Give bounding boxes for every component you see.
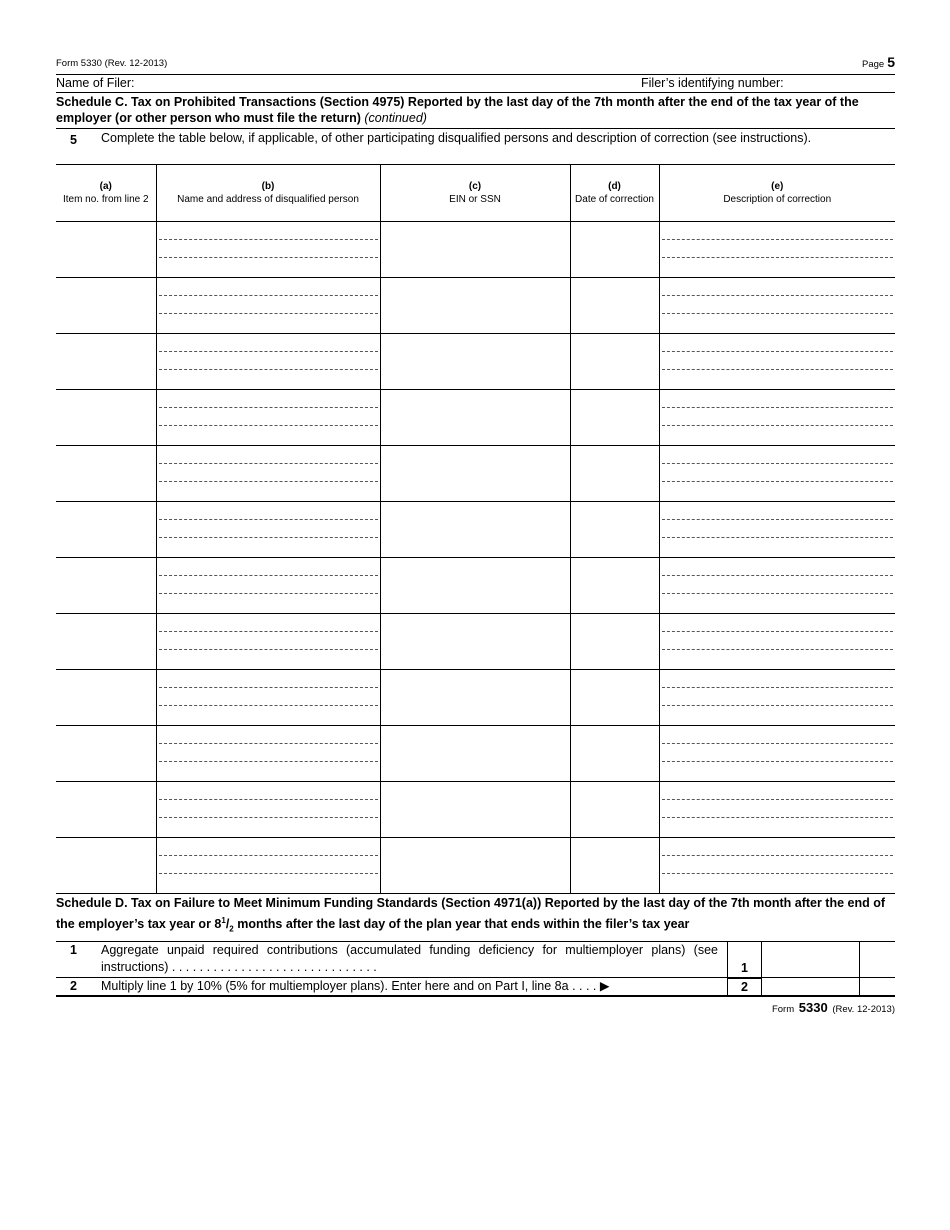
dotted-entry-lines (157, 334, 380, 389)
dotted-line (662, 295, 894, 296)
dotted-line (662, 593, 894, 594)
column-b-letter: (b) (261, 180, 275, 192)
schedule-c-title-text: Schedule C. Tax on Prohibited Transactions (Section 4975) Reported by the last day of the 7th month after the end of the tax year of the employer (or other person who must file the return) (56, 95, 859, 125)
ein-ssn-cell[interactable] (380, 669, 570, 725)
dotted-line (662, 257, 894, 258)
name-address-cell[interactable] (156, 501, 380, 557)
table-row (56, 277, 895, 333)
footer-form-word: Form (771, 1004, 795, 1016)
dotted-entry-lines (660, 614, 896, 669)
table-row (56, 445, 895, 501)
dotted-line (662, 799, 894, 800)
dotted-entry-lines (157, 502, 380, 557)
table-header-row (56, 165, 895, 221)
dotted-line (662, 313, 894, 314)
item-no-cell[interactable] (56, 557, 156, 613)
ein-ssn-cell[interactable] (380, 557, 570, 613)
item-no-cell[interactable] (56, 221, 156, 277)
dotted-line (662, 369, 894, 370)
column-e-letter: (e) (771, 180, 784, 192)
ein-ssn-cell[interactable] (380, 781, 570, 837)
dotted-line (159, 705, 378, 706)
column-d-letter: (d) (608, 180, 621, 192)
dotted-entry-lines (157, 222, 380, 277)
footer-form-reference (772, 1000, 895, 1015)
column-header-a (56, 165, 156, 221)
dotted-line (662, 649, 894, 650)
item-no-cell[interactable] (56, 445, 156, 501)
column-c-label: EIN or SSN (449, 193, 501, 205)
table-row (56, 669, 895, 725)
item-no-cell[interactable] (56, 669, 156, 725)
item-no-cell[interactable] (56, 837, 156, 893)
dotted-line (662, 761, 894, 762)
table-row (56, 557, 895, 613)
name-of-filer-field[interactable]: Name of Filer: (56, 76, 135, 90)
dotted-entry-lines (660, 782, 896, 837)
dotted-line (159, 743, 378, 744)
ein-ssn-cell[interactable] (380, 333, 570, 389)
dotted-line (159, 425, 378, 426)
schedule-c-title (56, 93, 895, 129)
line-2-box-number: 2 (727, 978, 761, 995)
dotted-line (662, 705, 894, 706)
name-address-cell[interactable] (156, 277, 380, 333)
date-of-correction-cell[interactable] (570, 277, 659, 333)
page-number-value: 5 (887, 54, 895, 70)
name-address-cell[interactable] (156, 613, 380, 669)
line-1-leader: . . . . . . . . . . . . . . . . . . . . . . . . . . . . . . (171, 960, 377, 975)
date-of-correction-cell[interactable] (570, 333, 659, 389)
line-2-text (101, 978, 718, 995)
dotted-line (662, 631, 894, 632)
name-address-cell[interactable] (156, 445, 380, 501)
form-page (56, 52, 895, 1017)
column-d-label: Date of correction (575, 193, 654, 205)
dotted-line (159, 687, 378, 688)
dotted-entry-lines (660, 390, 896, 445)
filer-info-row (56, 74, 895, 93)
page-number (862, 54, 895, 70)
table-row (56, 333, 895, 389)
description-cell[interactable] (659, 837, 895, 893)
line-1-box-number: 1 (727, 942, 761, 977)
dotted-line (662, 873, 894, 874)
schedule-c-continued: (continued) (364, 111, 427, 125)
item-no-cell[interactable] (56, 725, 156, 781)
line-5-instruction (56, 129, 895, 165)
name-address-cell[interactable] (156, 725, 380, 781)
table-row (56, 725, 895, 781)
line-5-text: Complete the table below, if applicable, of other participating disqualified persons and description of correction (see instructions). (101, 131, 812, 145)
dotted-line (159, 537, 378, 538)
description-cell[interactable] (659, 669, 895, 725)
dotted-line (662, 239, 894, 240)
dotted-line (662, 817, 894, 818)
ein-ssn-cell[interactable] (380, 445, 570, 501)
ein-ssn-cell[interactable] (380, 725, 570, 781)
item-no-cell[interactable] (56, 781, 156, 837)
dotted-line (159, 817, 378, 818)
dotted-line (159, 593, 378, 594)
dotted-line (662, 425, 894, 426)
dotted-entry-lines (660, 334, 896, 389)
disqualified-persons-table (56, 165, 895, 894)
column-a-label: Item no. from line 2 (62, 193, 149, 205)
dotted-entry-lines (660, 446, 896, 501)
form-footer (56, 997, 895, 1017)
table-row (56, 613, 895, 669)
dotted-line (662, 463, 894, 464)
description-cell[interactable] (659, 389, 895, 445)
dotted-entry-lines (157, 726, 380, 781)
dotted-line (159, 369, 378, 370)
line-1-number: 1 (70, 943, 77, 958)
form-header (56, 52, 895, 74)
column-c-letter: (c) (468, 180, 482, 192)
description-cell[interactable] (659, 501, 895, 557)
dotted-line (159, 295, 378, 296)
schedule-d-title-text-end: months after the last day of the plan year that ends within the filer’s tax year (233, 916, 690, 931)
footer-revision: (Rev. 12-2013) (832, 1004, 895, 1016)
dotted-entry-lines (660, 502, 896, 557)
date-of-correction-cell[interactable] (570, 837, 659, 893)
dotted-line (159, 351, 378, 352)
dotted-entry-lines (157, 390, 380, 445)
table-row (56, 837, 895, 893)
column-e-label: Description of correction (723, 193, 832, 205)
line-5-number: 5 (70, 133, 77, 147)
dotted-line (159, 407, 378, 408)
line-1-amount-field[interactable] (761, 942, 859, 977)
dotted-line (159, 799, 378, 800)
date-of-correction-cell[interactable] (570, 781, 659, 837)
item-no-cell[interactable] (56, 333, 156, 389)
line-2-cents-field[interactable] (859, 978, 895, 995)
page-label: Page (862, 59, 885, 70)
schedule-d-line-2 (56, 978, 895, 997)
table-body (56, 221, 895, 893)
dotted-line (159, 575, 378, 576)
dotted-entry-lines (157, 558, 380, 613)
line-2-leader: . . . . ▶ (572, 979, 610, 994)
table-row (56, 221, 895, 277)
dotted-entry-lines (660, 278, 896, 333)
dotted-line (662, 537, 894, 538)
dotted-line (662, 351, 894, 352)
dotted-line (662, 687, 894, 688)
name-address-cell[interactable] (156, 557, 380, 613)
column-header-c (380, 165, 570, 221)
date-of-correction-cell[interactable] (570, 557, 659, 613)
column-a-letter: (a) (99, 180, 112, 192)
description-cell[interactable] (659, 445, 895, 501)
date-of-correction-cell[interactable] (570, 501, 659, 557)
column-header-b (156, 165, 380, 221)
ein-ssn-cell[interactable] (380, 277, 570, 333)
date-of-correction-cell[interactable] (570, 445, 659, 501)
filer-id-field[interactable]: Filer’s identifying number: (641, 76, 784, 90)
fraction-numerator: 1 (221, 915, 226, 925)
dotted-line (662, 519, 894, 520)
schedule-d-line-1 (56, 942, 895, 978)
dotted-entry-lines (157, 614, 380, 669)
line-2-amount-field[interactable] (761, 978, 859, 995)
ein-ssn-cell[interactable] (380, 501, 570, 557)
dotted-line (662, 743, 894, 744)
name-address-cell[interactable] (156, 333, 380, 389)
dotted-line (159, 313, 378, 314)
ein-ssn-cell[interactable] (380, 389, 570, 445)
dotted-line (662, 407, 894, 408)
dotted-line (159, 239, 378, 240)
dotted-line (159, 463, 378, 464)
table-row (56, 389, 895, 445)
line-1-text (101, 942, 718, 976)
description-cell[interactable] (659, 557, 895, 613)
dotted-entry-lines (157, 782, 380, 837)
item-no-cell[interactable] (56, 501, 156, 557)
table-row (56, 501, 895, 557)
dotted-entry-lines (660, 726, 896, 781)
dotted-line (159, 855, 378, 856)
dotted-entry-lines (157, 670, 380, 725)
date-of-correction-cell[interactable] (570, 221, 659, 277)
ein-ssn-cell[interactable] (380, 613, 570, 669)
name-address-cell[interactable] (156, 669, 380, 725)
description-cell[interactable] (659, 277, 895, 333)
dotted-line (159, 649, 378, 650)
date-of-correction-cell[interactable] (570, 669, 659, 725)
dotted-entry-lines (157, 838, 380, 893)
line-2-description: Multiply line 1 by 10% (5% for multiemployer plans). Enter here and on Part I, line 8a (101, 979, 569, 994)
item-no-cell[interactable] (56, 389, 156, 445)
table-row (56, 781, 895, 837)
dotted-entry-lines (660, 222, 896, 277)
schedule-d-title: Schedule D. Tax on Failure to Meet Minimum Funding Standards (Section 4971(a)) Reported by the last day of the 7th month after the end of the employer’s tax year or $8^1/_2$ months after the last day of the plan year that ends within the filer’s tax year (56, 894, 895, 943)
line-1-description: Aggregate unpaid required contributions (accumulated funding deficiency for multiemployer plans) (see instructions) (101, 943, 718, 975)
dotted-line (159, 481, 378, 482)
dotted-entry-lines (660, 838, 896, 893)
description-cell[interactable] (659, 333, 895, 389)
dotted-entry-lines (660, 558, 896, 613)
form-reference: Form 5330 (Rev. 12-2013) (56, 58, 168, 69)
dotted-line (159, 631, 378, 632)
dotted-line (159, 257, 378, 258)
description-cell[interactable] (659, 781, 895, 837)
name-address-cell[interactable] (156, 389, 380, 445)
dotted-line (662, 855, 894, 856)
dotted-entry-lines (157, 278, 380, 333)
dotted-line (159, 873, 378, 874)
footer-form-number: 5330 (798, 1000, 828, 1016)
description-cell[interactable] (659, 725, 895, 781)
dotted-line (662, 481, 894, 482)
ein-ssn-cell[interactable] (380, 221, 570, 277)
description-cell[interactable] (659, 613, 895, 669)
item-no-cell[interactable] (56, 277, 156, 333)
dotted-line (159, 761, 378, 762)
column-header-d (570, 165, 659, 221)
name-address-cell[interactable] (156, 781, 380, 837)
dotted-entry-lines (157, 446, 380, 501)
date-of-correction-cell[interactable] (570, 613, 659, 669)
column-b-label: Name and address of disqualified person (177, 193, 359, 205)
ein-ssn-cell[interactable] (380, 837, 570, 893)
column-header-e (659, 165, 895, 221)
dotted-entry-lines (660, 670, 896, 725)
description-cell[interactable] (659, 221, 895, 277)
schedule-d-title-text: Schedule D. Tax on Failure to Meet Minimum Funding Standards (Section 4971(a)) Reported by the last day of the 7th month after the end of the employer’s tax year or 8 (56, 895, 886, 931)
line-2-number: 2 (70, 979, 77, 994)
dotted-line (662, 575, 894, 576)
line-1-cents-field[interactable] (859, 942, 895, 977)
date-of-correction-cell[interactable] (570, 389, 659, 445)
dotted-line (159, 519, 378, 520)
item-no-cell[interactable] (56, 613, 156, 669)
fraction-denominator: 2 (229, 924, 234, 934)
name-address-cell[interactable] (156, 221, 380, 277)
date-of-correction-cell[interactable] (570, 725, 659, 781)
name-address-cell[interactable] (156, 837, 380, 893)
